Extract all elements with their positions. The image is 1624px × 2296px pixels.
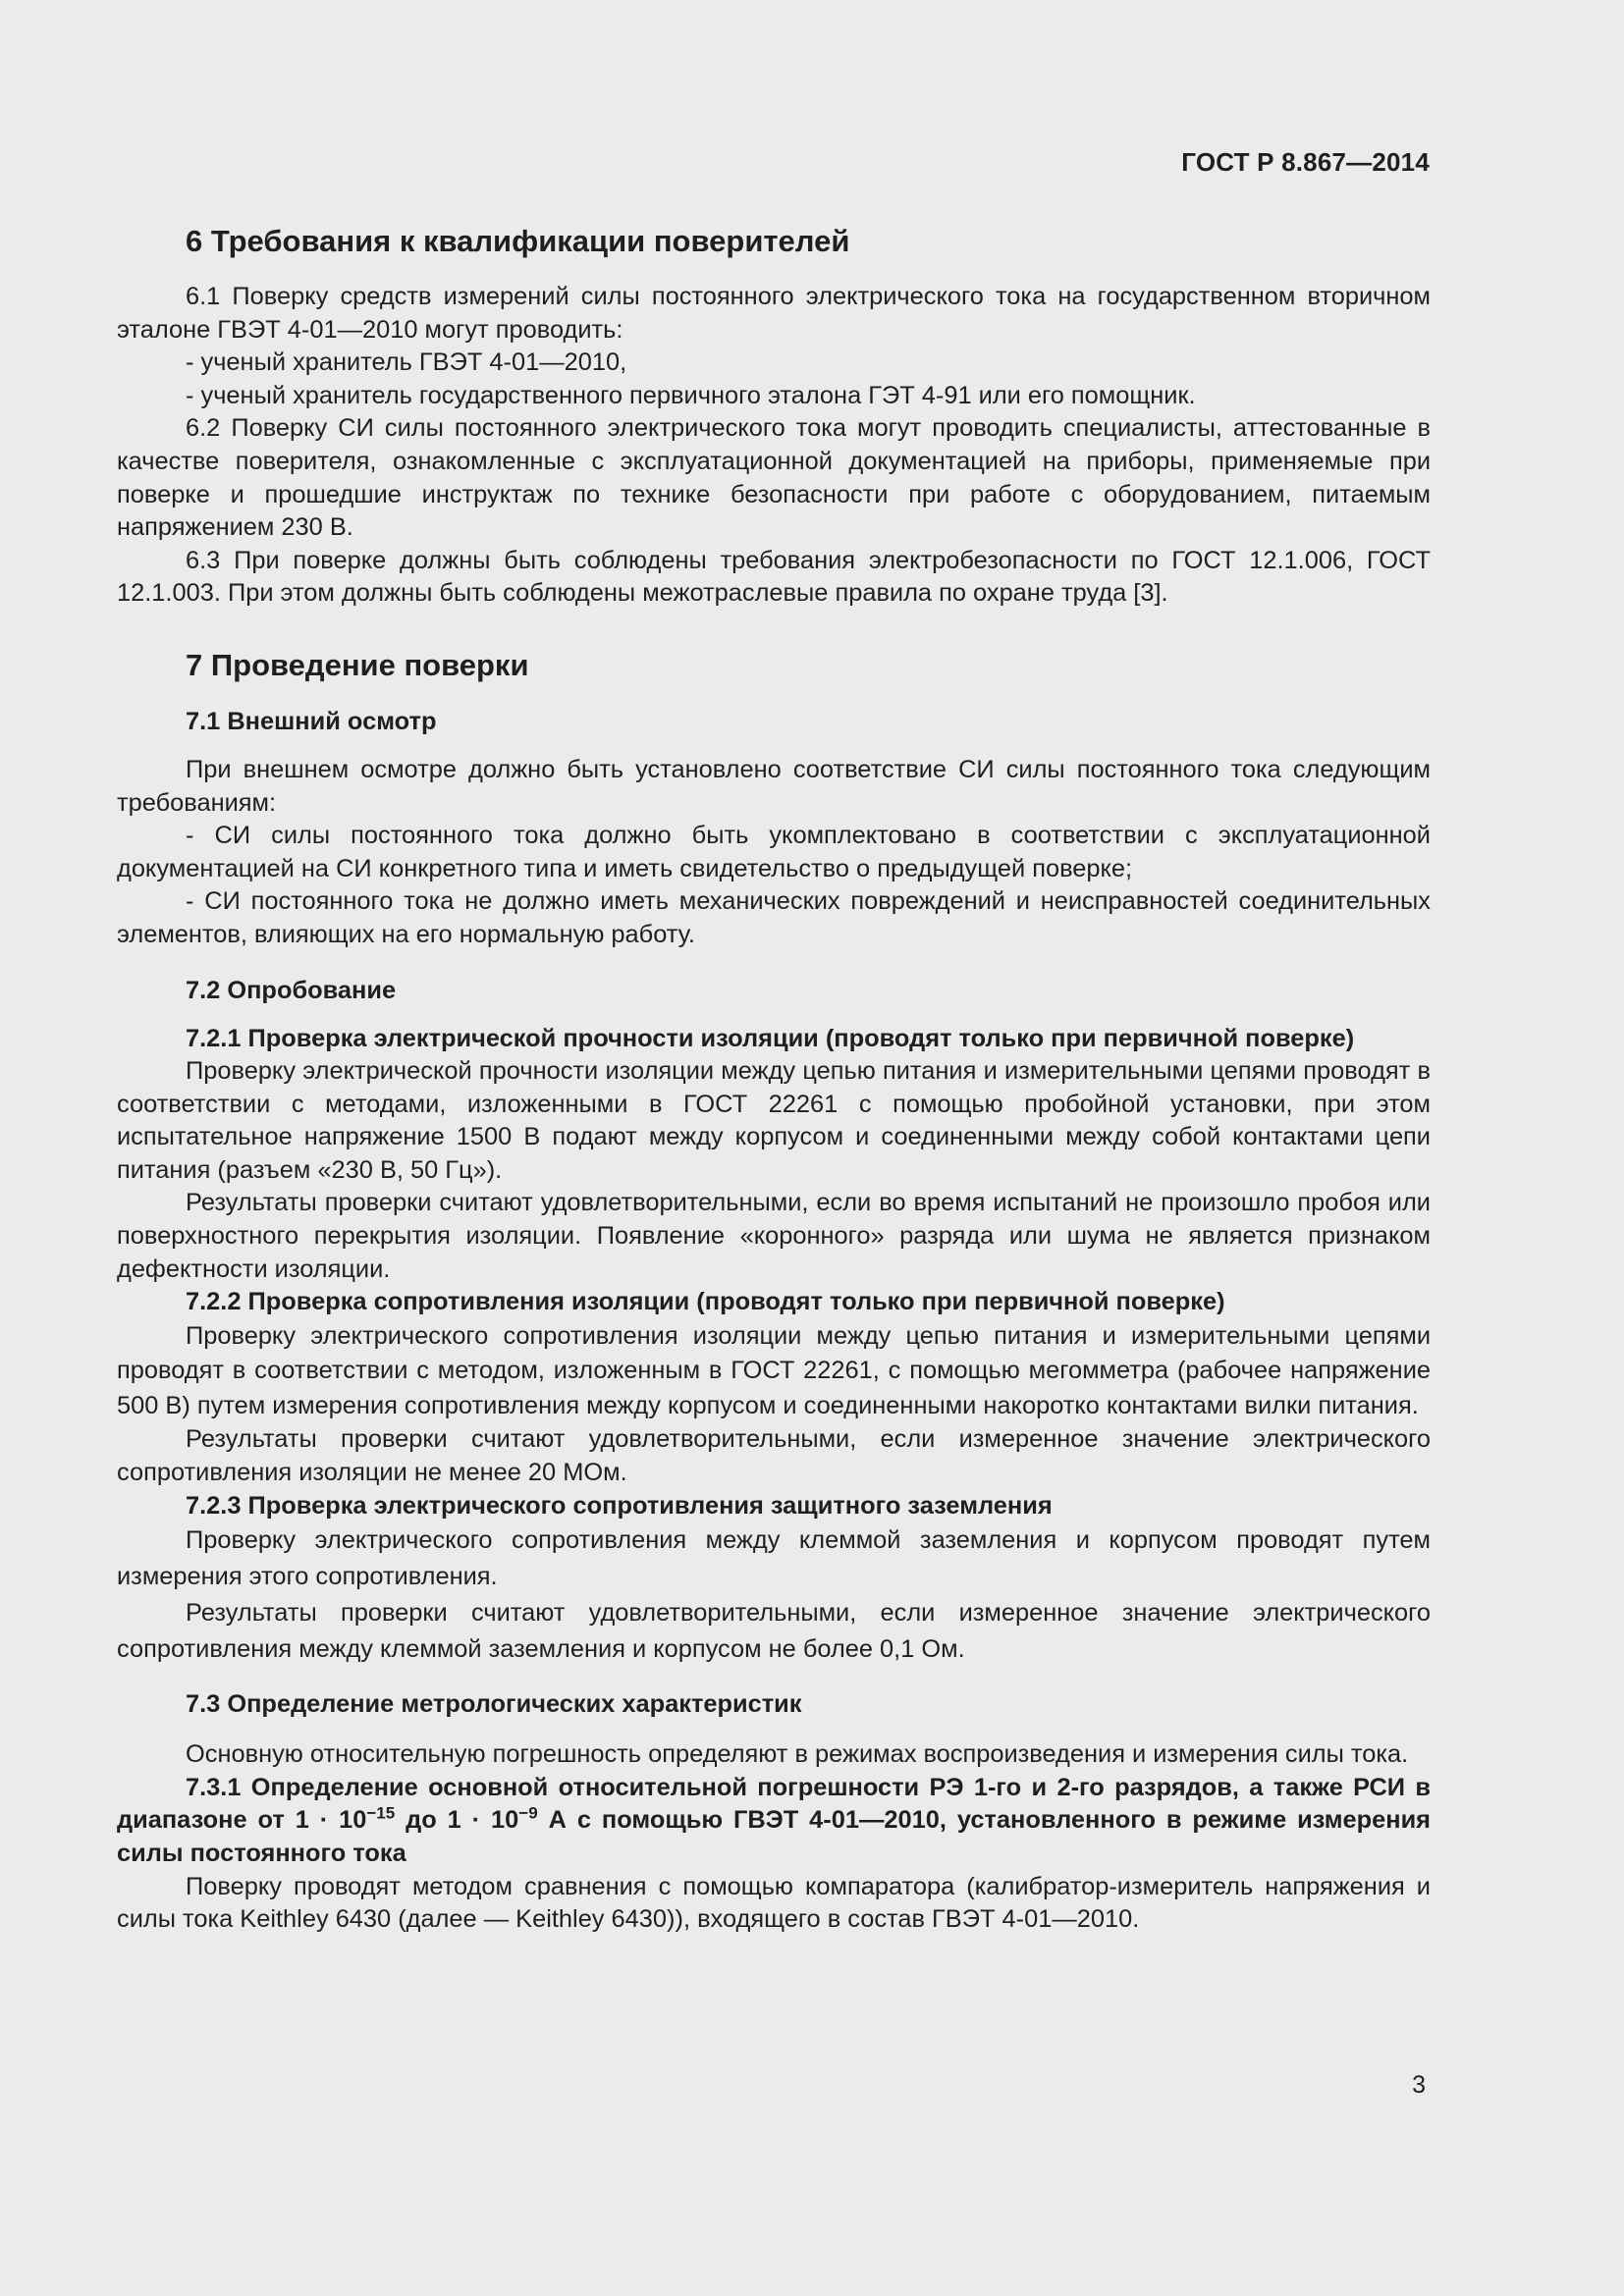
- list-item: - СИ постоянного тока не должно иметь механических повреждений и неисправностей соединительных элементов, влияющих на его нормальную работу.: [117, 887, 1431, 948]
- document-number: ГОСТ Р 8.867—2014: [1181, 147, 1430, 177]
- paragraph-7-2-3-a: Проверку электрического сопротивления между клеммой заземления и корпусом проводят путем измерения этого сопротивления.: [117, 1526, 1431, 1591]
- subsection-7-2-2-heading: 7.2.2 Проверка сопротивления изоляции (проводят только при первичной поверке): [186, 1288, 1225, 1316]
- subsection-7-1-heading: 7.1 Внешний осмотр: [186, 707, 437, 735]
- page-number: 3: [1412, 2071, 1426, 2099]
- list-item: - ученый хранитель государственного первичного эталона ГЭТ 4-91 или его помощник.: [186, 381, 1196, 409]
- paragraph-7-1: При внешнем осмотре должно быть установлено соответствие СИ силы постоянного тока следующим требованиям:: [117, 755, 1431, 817]
- subsection-7-2-1-heading: 7.2.1 Проверка электрической прочности изоляции (проводят только при первичной поверке): [186, 1024, 1355, 1052]
- paragraph-7-2-1-b: Результаты проверки считают удовлетворительными, если во время испытаний не произошло пробоя или поверхностного перекрытия изоляции. Появление «коронного» разряда или шума не является признаком дефектности изоляции.: [117, 1189, 1431, 1283]
- paragraph-6-2: 6.2 Поверку СИ силы постоянного электрического тока могут проводить специалисты, аттестованные в качестве поверителя, ознакомленные с эксплуатационной документацией на приборы, применяемые при поверке и прошедшие инструктаж по технике безопасности при работе с оборудованием, питаемым напряжением 230 В.: [117, 414, 1431, 542]
- paragraph-7-2-2-b: Результаты проверки считают удовлетворительными, если измеренное значение электрического сопротивления изоляции не менее 20 МОм.: [117, 1425, 1431, 1486]
- paragraph-7-2-3-b: Результаты проверки считают удовлетворительными, если измеренное значение электрического сопротивления между клеммой заземления и корпусом не более 0,1 Ом.: [117, 1599, 1431, 1664]
- subsection-7-2-heading: 7.2 Опробование: [186, 976, 397, 1004]
- section-6-heading: 6 Требования к квалификации поверителей: [186, 224, 850, 258]
- subsection-7-3-heading: 7.3 Определение метрологических характеристик: [186, 1690, 802, 1719]
- section-7-heading: 7 Проведение поверки: [186, 647, 529, 682]
- paragraph-6-3: 6.3 При поверке должны быть соблюдены требования электробезопасности по ГОСТ 12.1.006, ГОСТ 12.1.003. При этом должны быть соблюдены межотраслевые правила по охране труда [3].: [117, 546, 1431, 608]
- paragraph-7-3-1: Поверку проводят методом сравнения с помощью компаратора (калибратор-измеритель напряжения и силы тока Keithley 6430 (далее — Keithley 6430)), входящего в состав ГВЭТ 4-01—2010.: [117, 1872, 1431, 1934]
- paragraph-7-3: Основную относительную погрешность определяют в режимах воспроизведения и измерения силы тока.: [186, 1740, 1409, 1769]
- list-item: - ученый хранитель ГВЭТ 4-01—2010,: [186, 348, 627, 377]
- list-item: - СИ силы постоянного тока должно быть укомплектовано в соответствии с эксплуатационной документацией на СИ конкретного типа и иметь свидетельство о предыдущей поверке;: [117, 822, 1431, 882]
- document-body: [117, 222, 1431, 1937]
- subsection-7-3-1-heading: 7.3.1 Определение основной относительной погрешности РЭ 1-го и 2-го разрядов, а также РСИ в диапазоне от $1 \cdot 10^{-15}$ до $1 \cdot 10^{-9}$ А с помощью ГВЭТ 4-01—2010, установленного в режиме измерения силы постоянного тока: [117, 1773, 1431, 1867]
- paragraph-7-2-2-a: Проверку электрического сопротивления изоляции между цепью питания и измерительными цепями проводят в соответствии с методом, изложенным в ГОСТ 22261, с помощью мегомметра (рабочее напряжение 500 В) путем измерения сопротивления между корпусом и соединенными накоротко контактами вилки питания.: [117, 1321, 1431, 1419]
- paragraph-6-1: 6.1 Поверку средств измерений силы постоянного электрического тока на государственном вторичном эталоне ГВЭТ 4-01—2010 могут проводить:: [117, 283, 1431, 344]
- subsection-7-2-3-heading: 7.2.3 Проверка электрического сопротивления защитного заземления: [186, 1491, 1053, 1520]
- paragraph-7-2-1-a: Проверку электрической прочности изоляции между цепью питания и измерительными цепями проводят в соответствии с методами, изложенными в ГОСТ 22261 с помощью пробойной установки, при этом испытательное напряжение 1500 В подают между корпусом и соединенными между собой контактами цепи питания (разъем «230 В, 50 Гц»).: [117, 1057, 1431, 1184]
